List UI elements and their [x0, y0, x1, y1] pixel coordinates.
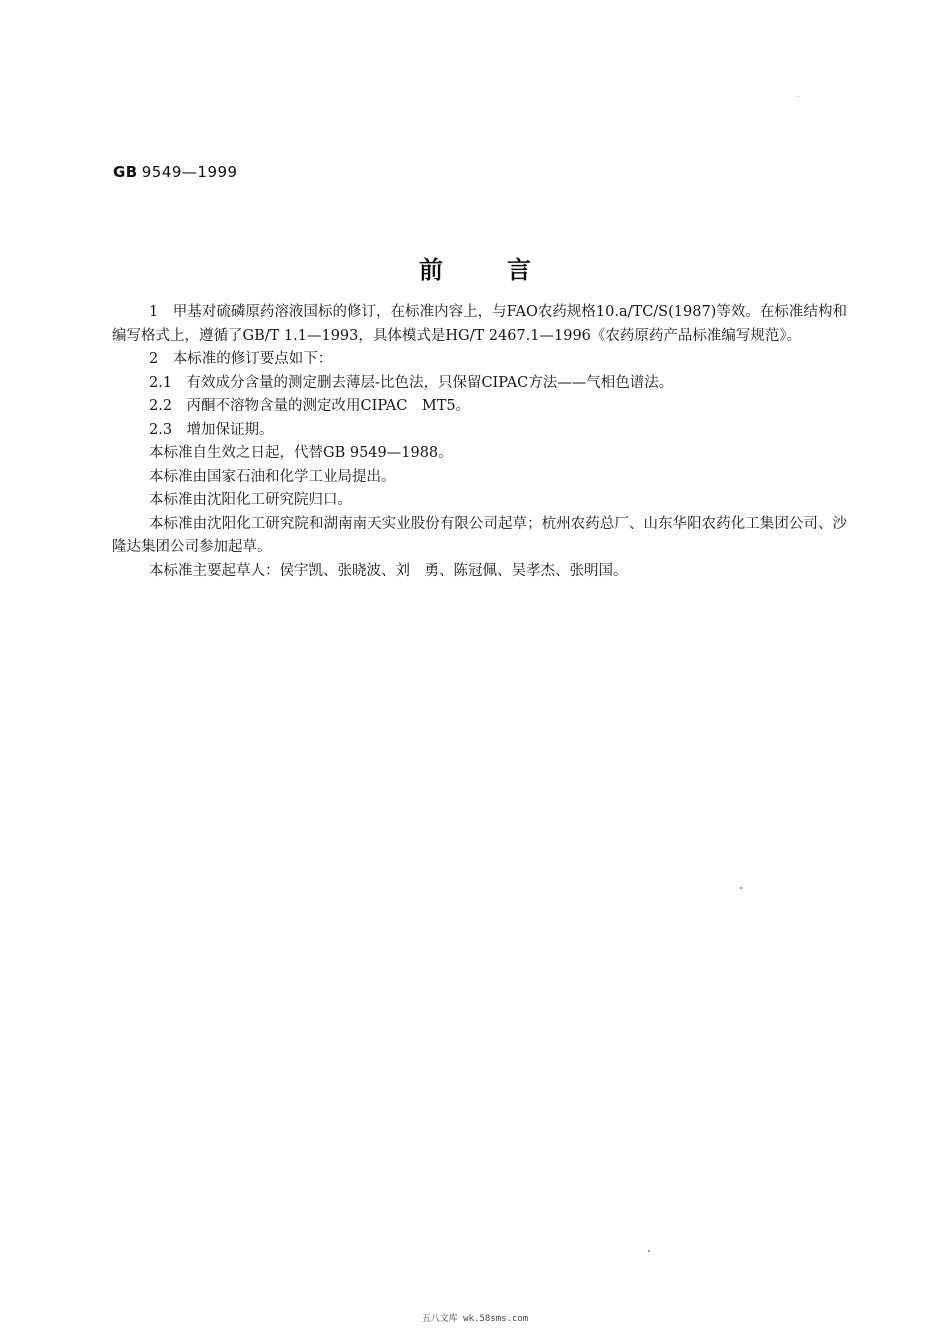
standard-number: 9549—1999	[141, 163, 238, 181]
scan-speck	[798, 96, 799, 97]
paragraph-2: 2 本标准的修订要点如下：	[149, 351, 333, 367]
page-title: 前言	[419, 255, 595, 284]
standard-code	[113, 163, 238, 181]
paragraph-main-drafters: 本标准主要起草人：侯宇凯、张晓波、刘 勇、陈冠佩、吴孝杰、张明国。	[149, 562, 628, 579]
paragraph-2-3: 2.3 增加保证期。	[149, 421, 274, 438]
paragraph-proposed-by: 本标准由国家石油和化学工业局提出。	[149, 468, 396, 485]
paragraph-2-2: 2.2 丙酮不溶物含量的测定改用CIPAC MT5。	[149, 398, 471, 414]
standard-prefix: GB	[113, 163, 138, 181]
watermark-footer: 五八文库 wk.58sms.com	[421, 1314, 529, 1324]
paragraph-1: 1 甲基对硫磷原药溶液国标的修订，在标准内容上，与FAO农药规格10.a/TC/S(1987)等效。在标准结构和编写格式上，遵循了GB/T 1.1—1993，具体模式是HG/T 2467.1—1996《农药原药产品标准编写规范》。	[112, 304, 847, 344]
paragraph-drafted-by: 本标准由沈阳化工研究院和湖南南天实业股份有限公司起草；杭州农药总厂、山东华阳农药化工集团公司、沙隆达集团公司参加起草。	[112, 515, 847, 555]
scan-speck	[740, 887, 742, 889]
foreword-body	[112, 301, 847, 583]
paragraph-replaces: 本标准自生效之日起，代替GB 9549—1988。	[149, 445, 453, 461]
scan-speck	[648, 1250, 650, 1252]
paragraph-managed-by: 本标准由沈阳化工研究院归口。	[149, 492, 352, 508]
paragraph-2-1: 2.1 有效成分含量的测定删去薄层-比色法，只保留CIPAC方法——气相色谱法。	[149, 374, 674, 391]
